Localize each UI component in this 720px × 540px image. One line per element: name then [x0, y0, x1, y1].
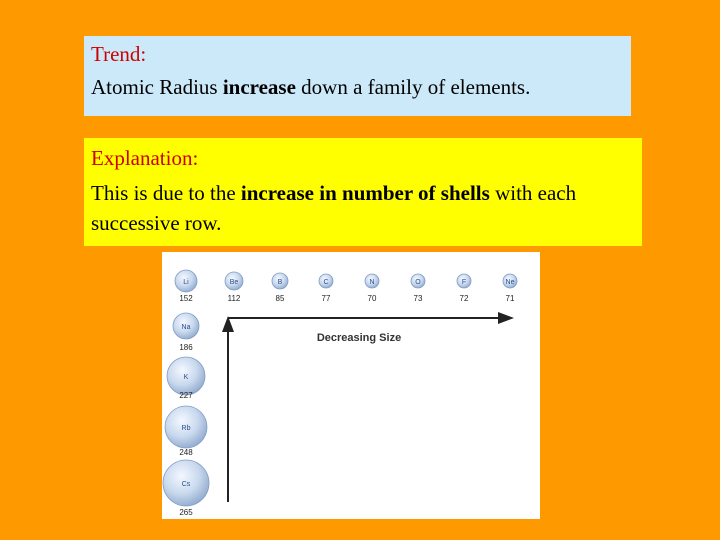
- explanation-text-start: This is due to the: [91, 181, 241, 205]
- trend-heading: Trend:: [91, 42, 147, 66]
- radius-label-o: 73: [413, 294, 423, 303]
- symbol-cs: Cs: [181, 481, 191, 488]
- element-li: [175, 270, 197, 303]
- trend-text-start: Atomic Radius: [91, 75, 223, 99]
- symbol-be: Be: [229, 279, 239, 286]
- element-rb: [165, 406, 207, 457]
- horizontal-arrow-head: [498, 312, 514, 324]
- element-o: [411, 274, 425, 303]
- symbol-f: F: [461, 279, 467, 286]
- element-b: [272, 273, 288, 303]
- radius-label-rb: 248: [179, 448, 193, 457]
- radius-label-li: 152: [179, 294, 193, 303]
- explanation-box: [84, 138, 642, 246]
- radius-label-n: 70: [367, 294, 377, 303]
- symbol-b: B: [277, 279, 283, 286]
- symbol-rb: Rb: [181, 425, 191, 432]
- arrow-label: Decreasing Size: [316, 332, 402, 344]
- explanation-text-bold: increase in number of shells: [240, 181, 490, 205]
- element-c: [319, 274, 333, 303]
- explanation-text: [91, 178, 635, 238]
- element-be: [225, 272, 243, 303]
- radius-label-f: 72: [459, 294, 469, 303]
- atomic-radius-diagram: [162, 252, 540, 519]
- radius-label-ne: 71: [505, 294, 515, 303]
- element-na: [173, 313, 199, 352]
- element-cs: [163, 460, 209, 517]
- radius-label-c: 77: [321, 294, 331, 303]
- symbol-ne: Ne: [505, 279, 515, 286]
- radius-label-na: 186: [179, 343, 193, 352]
- radius-label-cs: 265: [179, 508, 193, 517]
- trend-text-bold: increase: [222, 75, 296, 99]
- radius-label-b: 85: [275, 294, 285, 303]
- symbol-na: Na: [181, 324, 191, 331]
- element-k: [167, 357, 205, 400]
- trend-text-end: down a family of elements.: [295, 75, 531, 99]
- symbol-k: K: [183, 374, 189, 381]
- explanation-text-end: with each successive row.: [91, 181, 577, 235]
- trend-box: [84, 36, 631, 116]
- symbol-c: C: [323, 279, 329, 286]
- element-f: [457, 274, 471, 303]
- radius-label-be: 112: [227, 294, 241, 303]
- symbol-li: Li: [183, 279, 189, 286]
- explanation-heading: Explanation:: [91, 146, 199, 170]
- symbol-o: O: [415, 279, 421, 286]
- trend-text: [91, 72, 624, 102]
- atomic-radius-figure: [162, 252, 540, 519]
- radius-label-k: 227: [179, 391, 193, 400]
- element-ne: [503, 274, 517, 303]
- symbol-n: N: [369, 279, 375, 286]
- element-n: [365, 274, 379, 303]
